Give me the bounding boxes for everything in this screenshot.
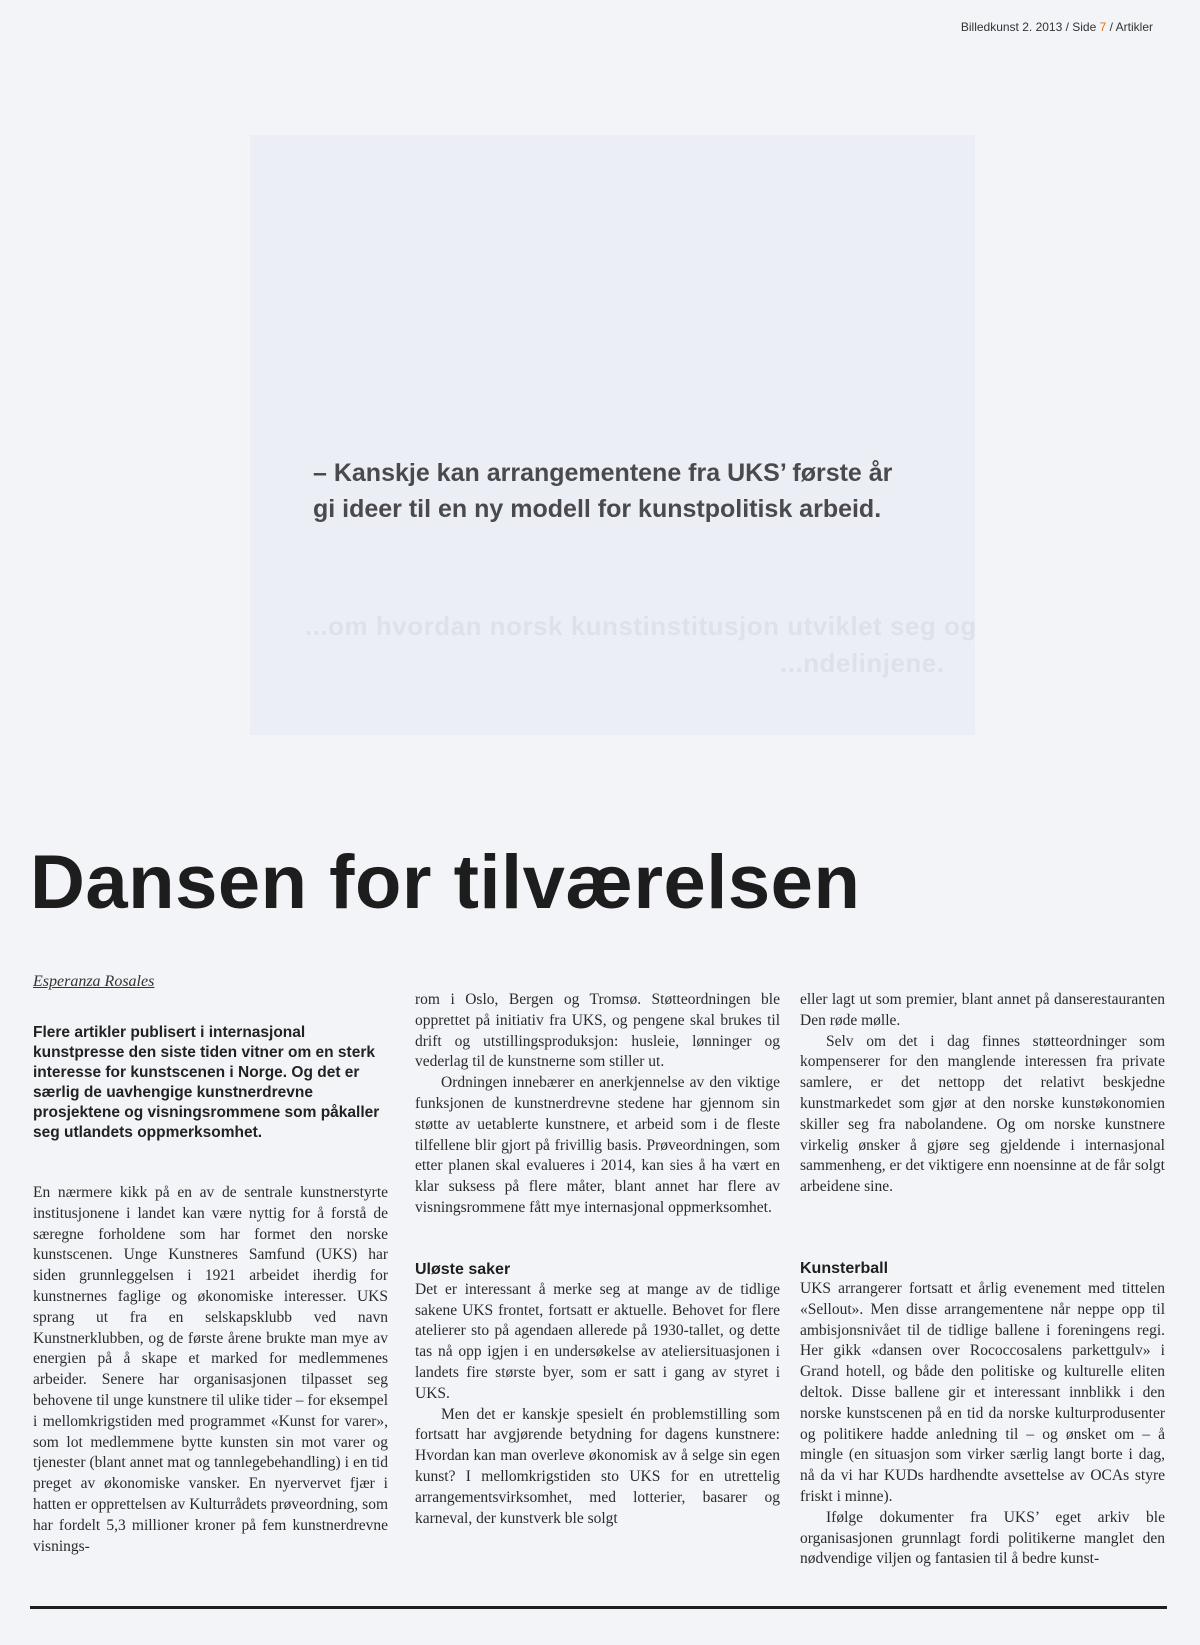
pull-quote	[313, 455, 953, 527]
column-3	[800, 990, 1165, 1570]
body-paragraph: eller lagt ut som premier, blant annet på danserestauranten Den røde mølle.	[800, 991, 1165, 1029]
lead-paragraph: Flere artikler publisert i internasjonal kunstpresse den siste tiden vitner om en sterk interesse for kunstscenen i Norge. Og det er særlig de uavhengige kunstnerdrevne prosjektene og visningsrommene som påkaller seg utlandets oppmerksomhet.	[33, 1024, 380, 1141]
pull-quote-line: – Kanskje kan arrangementene fra UKS’ første år	[313, 459, 893, 487]
running-head-page-number: 7	[1099, 20, 1107, 34]
body-paragraph: Det er interessant å merke seg at mange av de tidlige sakene UKS frontet, fortsatt er aktuelle. Behovet for flere atelierer sto på agendaen allerede på 1930-tallet, og dette tas nå opp igjen i en undersøkelse av ateliersituasjonen i landets fire største byer, som er satt i gang av styret i UKS.	[415, 1280, 780, 1402]
column-2	[415, 990, 780, 1529]
show-through-text: ...om hvordan norsk kunstinstitusjon utviklet seg og	[305, 611, 977, 641]
running-head-issue: Billedkunst 2. 2013 / Side	[960, 20, 1100, 34]
column-1	[33, 1183, 388, 1557]
article-headline: Dansen for tilværelsen	[30, 840, 861, 925]
running-head	[961, 20, 1153, 34]
running-head-section: / Artikler	[1106, 20, 1153, 34]
body-paragraph: UKS arrangerer fortsatt et årlig evenement med tittelen «Sellout». Men disse arrangementene når neppe opp til ambisjonsnivået til de tidlige ballene i foreningens regi. Her gikk «dansen over Rococcosalens parkettgulv» i Grand hotell, og både den politiske og kulturelle eliten deltok. Disse ballene gir et interessant innblikk i den norske kunstscenen på en tid da norske kulturprodusenter og politikere hadde anledning til – og ønsket om – å mingle (en situasjon som virker særlig langt borte i dag, nå da vi har KUDs hardhendte avsettelse av OCAs styre friskt i minne).	[800, 1279, 1165, 1505]
body-paragraph: Selv om det i dag finnes støtteordninger som kompenserer for den manglende interessen fra private samlere, er det nettopp det relativt beskjedne kunstmarkedet som gjør at den norske kunstøkonomien skiller seg fra nabolandene. Og om norske kunstnere virkelig ønsker å gjøre seg gjeldende i internasjonal sammenheng, er det viktigere enn noensinne at de får solgt arbeidene sine.	[800, 1032, 1165, 1196]
body-paragraph: Ordningen innebærer en anerkjennelse av den viktige funksjonen de kunstnerdrevne stedene har gjennom sin støtte av uetablerte kunstnere, et arbeid som i de fleste tilfellene blir gjort på frivillig basis. Prøveordningen, som etter planen skal evalueres i 2014, kan sies å ha vært en klar suksess på flere måter, blant annet har flere av visningsrommene fått mye internasjonal oppmerksomhet.	[415, 1074, 780, 1216]
show-through-text: ...ndelinjene.	[780, 648, 945, 678]
section-subhead: Uløste saker	[415, 1260, 511, 1278]
byline: Esperanza Rosales	[33, 973, 155, 990]
section-subhead: Kunsterball	[800, 1259, 889, 1277]
bottom-rule	[30, 1606, 1167, 1609]
show-through-image-area	[250, 135, 975, 735]
body-paragraph: Men det er kanskje spesielt én problemstilling som fortsatt har avgjørende betydning for dagens kunstnere: Hvordan kan man overleve økonomisk av å selge sin egen kunst? I mellomkrigstiden sto UKS for en utrettelig arrangementsvirksomhet, med lotterier, basarer og karneval, der kunstverk ble solgt	[415, 1405, 780, 1527]
body-paragraph: rom i Oslo, Bergen og Tromsø. Støtteordningen ble opprettet på initiativ fra UKS, og pengene skal brukes til drift og utstillingsproduksjon: husleie, lønninger og vederlag til de kunstnerne som stiller ut.	[415, 991, 780, 1071]
pull-quote-line: gi ideer til en ny modell for kunstpolitisk arbeid.	[313, 495, 882, 523]
body-paragraph: En nærmere kikk på en av de sentrale kunstnerstyrte institusjonene i landet kan være nyttig for å forstå de særegne forholdene som har formet den norske kunstscenen. Unge Kunstneres Samfund (UKS) har siden grunnleggelsen i 1921 arbeidet iherdig for kunstnernes faglige og økonomiske interesser. UKS sprang ut fra en selskapsklubb ved navn Kunstnerklubben, og de første årene brukte man mye av energien på å skape et marked for medlemmenes arbeider. Senere har organisasjonen tilpasset seg behovene til unge kunstnere til ulike tider – for eksempel i mellomkrigstiden med programmet «Kunst for varer», som lot medlemmene bytte kunsten sin mot varer og tjenester (blant annet mat og tannlegebehandling) i en tid preget av økonomiske vansker. En nyervervet fjær i hatten er opprettelsen av Kulturrådets prøveordning, som har fordelt 5,3 millioner kroner på fem kunstnerdrevne visnings-	[33, 1184, 388, 1555]
body-paragraph: Ifølge dokumenter fra UKS’ eget arkiv ble organisasjonen grunnlagt fordi politikerne manglet den nødvendige viljen og fantasien til å bedre kunst-	[800, 1508, 1165, 1568]
